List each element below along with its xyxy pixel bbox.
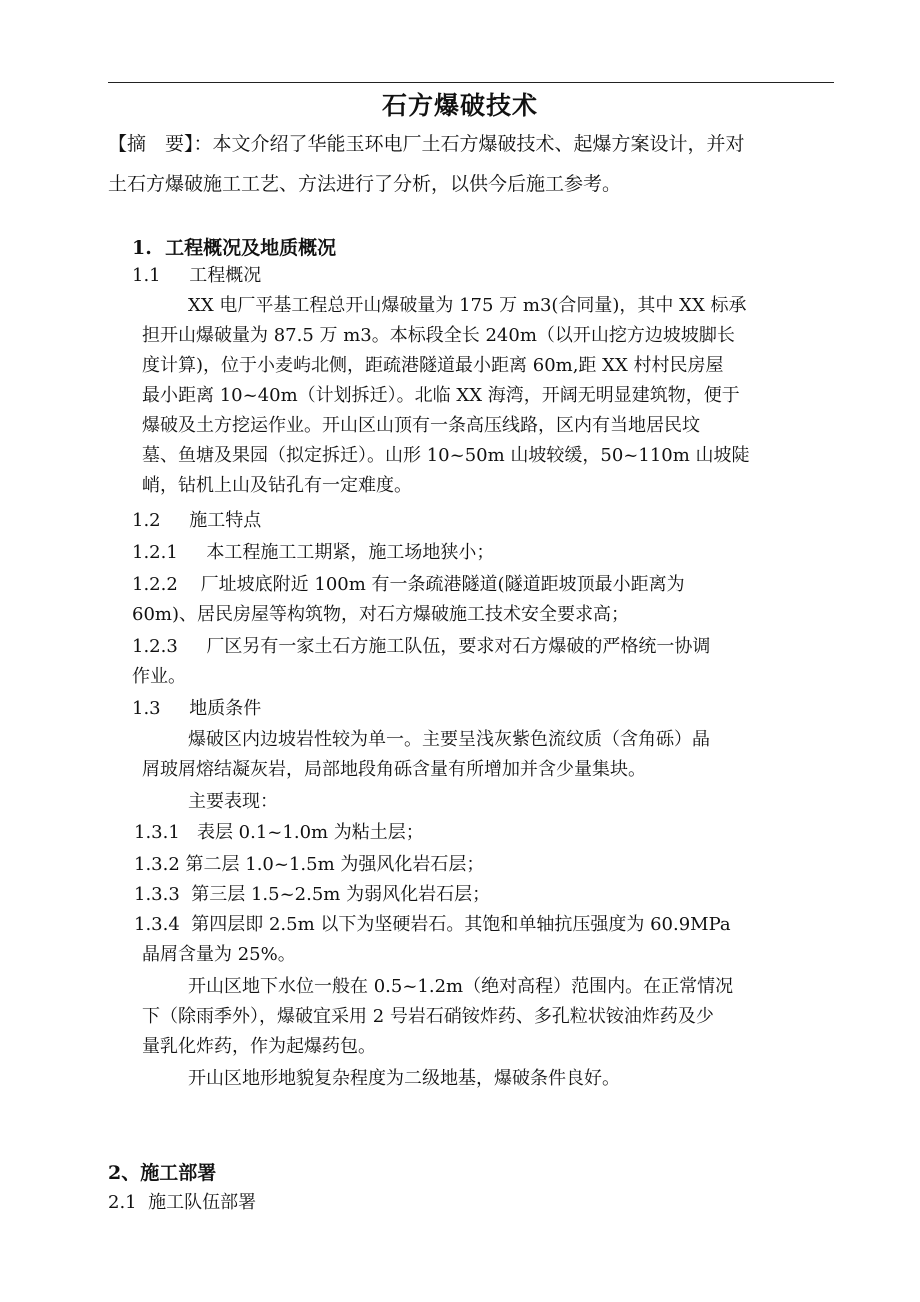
document-title: 石方爆破技术 (381, 91, 538, 120)
section-2-heading: 2、施工部署 (108, 1162, 217, 1184)
s1-2-item: 1.2.3 厂区另有一家土石方施工队伍，要求对石方爆破的严格统一协调 (132, 636, 711, 657)
abstract-line-2: 土石方爆破施工工艺、方法进行了分析，以供今后施工参考。 (108, 173, 622, 195)
s1-3-item: 晶屑含量为 25%。 (142, 944, 296, 965)
section-1-3-heading: 1.3 地质条件 (132, 698, 262, 719)
s1-3-intro: 屑玻屑熔结凝灰岩，局部地段角砾含量有所增加并含少量集块。 (142, 759, 646, 780)
abstract-line-1 (108, 131, 745, 157)
section-1-1-heading: 1.1 工程概况 (132, 265, 262, 286)
s1-2-item: 60m)、居民房屋等构筑物，对石方爆破施工技术安全要求高； (132, 604, 629, 625)
s1-1-line: 爆破及土方挖运作业。开山区山顶有一条高压线路，区内有当地居民坟 (142, 415, 700, 436)
s1-2-item: 1.2.2 厂址坡底附近 100m 有一条疏港隧道(隧道距坡顶最小距离为 (132, 574, 685, 595)
s1-1-line: XX 电厂平基工程总开山爆破量为 175 万 m3(合同量)，其中 XX 标承 (188, 295, 747, 316)
s1-3-item: 1.3.3 第三层 1.5~2.5m 为弱风化岩石层； (134, 884, 491, 905)
s1-1-line: 担开山爆破量为 87.5 万 m3。本标段全长 240m（以开山挖方边坡坡脚长 (142, 325, 735, 346)
abstract-text-1: 本文介绍了华能玉环电厂土石方爆破技术、起爆方案设计，并对 (212, 133, 745, 155)
s1-3-item: 1.3.2 第二层 1.0~1.5m 为强风化岩石层； (134, 854, 485, 875)
section-2-1-heading: 2.1 施工队伍部署 (108, 1192, 257, 1213)
s1-3-groundwater: 开山区地下水位一般在 0.5~1.2m（绝对高程）范围内。在正常情况 (188, 976, 734, 997)
s1-2-item: 1.2.1 本工程施工工期紧，施工场地狭小； (132, 542, 495, 563)
s1-1-line: 度计算)，位于小麦屿北侧，距疏港隧道最小距离 60m,距 XX 村村民房屋 (142, 355, 724, 376)
s1-3-terrain: 开山区地形地貌复杂程度为二级地基，爆破条件良好。 (188, 1068, 620, 1089)
s1-2-item: 作业。 (132, 666, 186, 687)
header-rule (108, 82, 834, 83)
s1-1-line: 最小距离 10~40m（计划拆迁）。北临 XX 海湾，开阔无明显建筑物，便于 (142, 385, 740, 406)
s1-3-intro: 爆破区内边坡岩性较为单一。主要呈浅灰紫色流纹质（含角砾）晶 (188, 729, 710, 750)
section-1-heading: 1. 工程概况及地质概况 (132, 237, 337, 259)
s1-3-groundwater: 下（除雨季外），爆破宜采用 2 号岩石硝铵炸药、多孔粒状铵油炸药及少 (142, 1006, 714, 1027)
s1-3-item: 1.3.1 表层 0.1~1.0m 为粘土层； (134, 822, 424, 843)
s1-1-line: 墓、鱼塘及果园（拟定拆迁）。山形 10~50m 山坡较缓，50~110m 山坡陡 (142, 445, 750, 466)
s1-3-item: 1.3.4 第四层即 2.5m 以下为坚硬岩石。其饱和单轴抗压强度为 60.9MPa (134, 914, 731, 935)
section-1-2-heading: 1.2 施工特点 (132, 510, 262, 531)
s1-3-main-label: 主要表现： (188, 791, 278, 812)
abstract-label: 【摘 要】： (108, 133, 213, 155)
s1-3-groundwater: 量乳化炸药，作为起爆药包。 (142, 1036, 376, 1057)
s1-1-line: 峭，钻机上山及钻孔有一定难度。 (142, 475, 412, 496)
